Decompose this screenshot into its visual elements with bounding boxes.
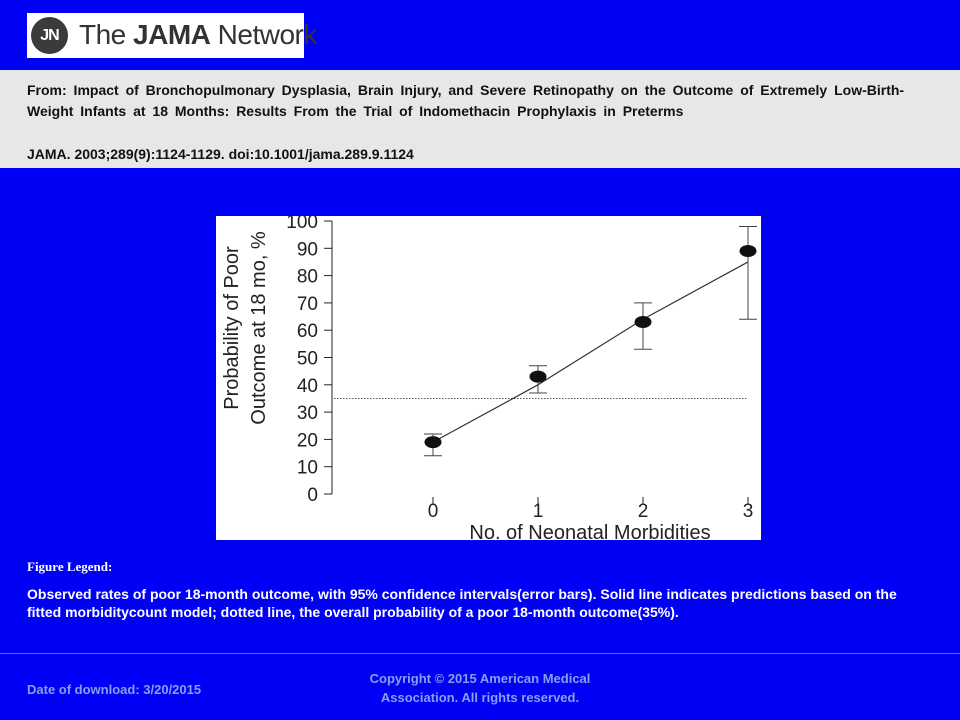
figure-legend-text: Observed rates of poor 18-month outcome, with 95% confidence intervals(error bars). Solid line indicates predictions based on the fitted morbiditycount model; dotted line, the overall probability of a poor 18-month outcome(35%). xyxy=(27,586,897,620)
download-date: Date of download: 3/20/2015 xyxy=(27,682,202,697)
copyright-line-2: Association. All rights reserved. xyxy=(380,690,580,705)
x-tick-label: 3 xyxy=(742,501,754,522)
article-citation: JAMA. 2003;289(9):1124-1129. doi:10.1001/jama.289.9.1124 xyxy=(27,146,414,162)
y-axis-label: Outcome at 18 mo, % xyxy=(248,231,270,425)
figure-chart xyxy=(216,216,761,540)
y-tick-label: 70 xyxy=(296,293,318,315)
article-source-title: From: Impact of Bronchopulmonary Dysplasia, Brain Injury, and Severe Retinopathy on the Outcome of Extremely Low-Birth-Weight Infants at 18 Months: Results From the Trial of Indomethacin Prophylaxis in Preterms xyxy=(27,82,905,119)
y-tick-label: 90 xyxy=(296,239,318,261)
jn-logo-mark: JN xyxy=(31,17,68,54)
logo-brand: JAMA xyxy=(133,19,211,50)
footer-divider xyxy=(0,653,960,654)
y-tick-label: 80 xyxy=(296,266,318,288)
x-tick-label: 1 xyxy=(532,501,544,522)
x-axis-label: No. of Neonatal Morbidities xyxy=(469,522,711,540)
logo-wordmark xyxy=(79,19,317,51)
data-point xyxy=(635,316,652,328)
logo-suffix: Network xyxy=(210,19,317,50)
x-tick-label: 2 xyxy=(637,501,649,522)
y-axis-label: Probability of Poor xyxy=(221,246,243,410)
y-tick-label: 60 xyxy=(296,321,318,343)
y-tick-label: 100 xyxy=(286,216,318,233)
data-point xyxy=(740,245,757,257)
copyright-notice xyxy=(330,669,630,707)
y-tick-label: 0 xyxy=(307,485,318,506)
logo-prefix: The xyxy=(79,19,134,50)
y-tick-label: 30 xyxy=(296,403,318,425)
y-tick-label: 10 xyxy=(296,457,318,479)
data-point xyxy=(425,436,442,448)
y-tick-label: 40 xyxy=(296,375,318,397)
figure-legend-heading: Figure Legend: xyxy=(27,559,113,574)
chart-svg xyxy=(216,216,761,540)
x-tick-label: 0 xyxy=(427,501,439,522)
jama-network-logo xyxy=(27,13,317,58)
data-point xyxy=(530,371,547,383)
y-tick-label: 20 xyxy=(296,430,318,452)
fitted-model-line xyxy=(433,262,748,442)
copyright-line-1: Copyright © 2015 American Medical xyxy=(369,671,591,686)
y-tick-label: 50 xyxy=(296,348,318,370)
